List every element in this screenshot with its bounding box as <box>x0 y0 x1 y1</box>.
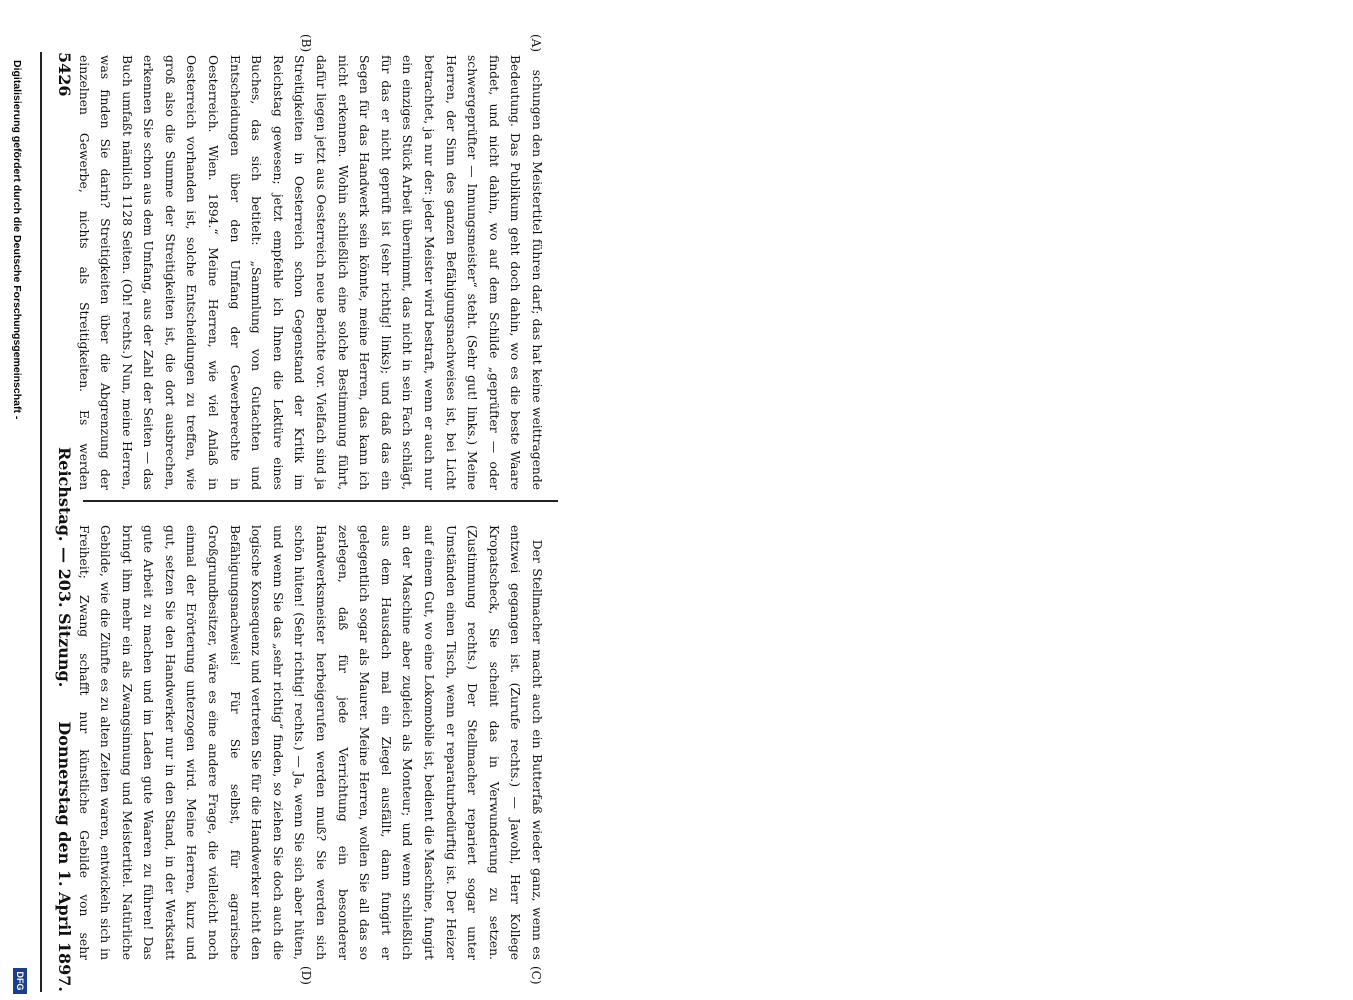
margin-marker-a: (A) <box>529 34 543 53</box>
column-text-left: schungen den Meistertitel führen darf; das hat keine weittragende Bedeutung. Das Publikum geht doch dahin, wo es die beste Waare findet, und nicht dahin, wo auf dem Schilde „geprüfter — oder schwergeprüfter — Innungsmeister“ steht. (Sehr gut! links.) Meine Herren, der Sinn des ganzen Befähigungsnachweises ist, bei Licht betrachtet, ja nur der: jeder Meister wird bestraft, wenn er auch nur ein einziges Stück Arbeit übernimmt, das nicht in sein Fach schlägt, für das er nicht geprüft ist (sehr richtig! links); und daß das ein Segen für das Handwerk sein könnte, meine Herren, das kann ich nicht erkennen. Wohin schließlich eine solche Bestimmung führt, dafür liegen jetzt aus Oesterreich neue Berichte vor. Vielfach sind ja Streitigkeiten in Oesterreich schon Gegenstand der Kritik im Reichstag gewesen; jetzt empfehle ich Ihnen die Lektüre eines Buches, das sich betitelt: „Sammlung von Gutachten und Entscheidungen über den Umfang der Gewerberechte in Oesterreich. Wien. 1894.“ Meine Herren, wie viel Anlaß in Oesterreich vorhanden ist, solche Entscheidungen zu treffen, wie groß also die Summe der Streitigkeiten ist, die dort ausbrechen, erkennen Sie schon aus dem Umfang, aus der Zahl der Seiten — das Buch umfaßt nämlich 1128 Seiten. (Oh! rechts.) Nun, meine Herren, was finden Sie darin? Streitigkeiten über die Abgrenzung der einzelnen Gewerbe, nichts als Streitigkeiten. Es werden <box>77 55 544 490</box>
header-date: Donnerstag den 1. April 1897. <box>55 721 74 992</box>
page-number: 5426 <box>55 52 74 97</box>
text-column-right <box>77 525 547 960</box>
margin-marker-b: (B) <box>299 34 313 53</box>
text-column-left <box>77 55 547 490</box>
dfg-logo: DFG <box>13 968 27 994</box>
margin-marker-d: (D) <box>299 966 313 985</box>
column-separator <box>83 500 558 502</box>
digitization-credit: Digitalisierung gefördert durch die Deutsche Forschungsgemeinschaft - <box>11 60 23 420</box>
header-title: Reichstag. — 203. Sitzung. <box>55 447 74 688</box>
page-header <box>40 52 78 992</box>
column-text-right: Der Stellmacher macht auch ein Butterfaß wieder ganz, wenn es entzwei gegangen ist. (Zurufe rechts.) — Jawohl, Herr Kollege Kropatscheck, Sie scheint das in Verwunderung zu setzen. (Zustimmung rechts.) Der Stellmacher repariert sogar unter Umständen einen Tisch, wenn er reparaturbedürftig ist. Der Heizer auf einem Gut, wo eine Lokomobile ist, bedient die Maschine, fungirt an der Maschine aber zugleich als Monteur; und wenn schließlich aus dem Hausdach mal ein Ziegel ausfällt, dann fungirt er gelegentlich sogar als Maurer. Meine Herren, wollen Sie all das so zerlegen, daß für jede Verrichtung ein besonderer Handwerksmeister herbeigerufen werden muß? Sie werden sich schön hüten! (Sehr richtig! rechts.) — Ja, wenn Sie sich aber hüten, und wenn Sie das „sehr richtig“ finden, so ziehen Sie doch auch die logische Konsequenz und vertreten Sie für die Handwerker nicht den Befähigungsnachweis! Für Sie selbst, für agrarische Großgrundbesitzer, wäre es eine andere Frage, die vielleicht noch einmal der Erörterung unterzogen wird. Meine Herren, kurz und gut, setzen Sie den Handwerker nur in den Stand, in der Werkstatt gute Arbeit zu machen und im Laden gute Waaren zu führen! Das bringt ihm mehr ein als Zwangsinnung und Meistertitel. Natürliche Gebilde, wie die Zünfte es zu alten Zeiten waren, entwickeln sich in Freiheit; Zwang schafft nur künstliche Gebilde von sehr <box>77 525 544 960</box>
margin-marker-c: (C) <box>529 966 543 985</box>
